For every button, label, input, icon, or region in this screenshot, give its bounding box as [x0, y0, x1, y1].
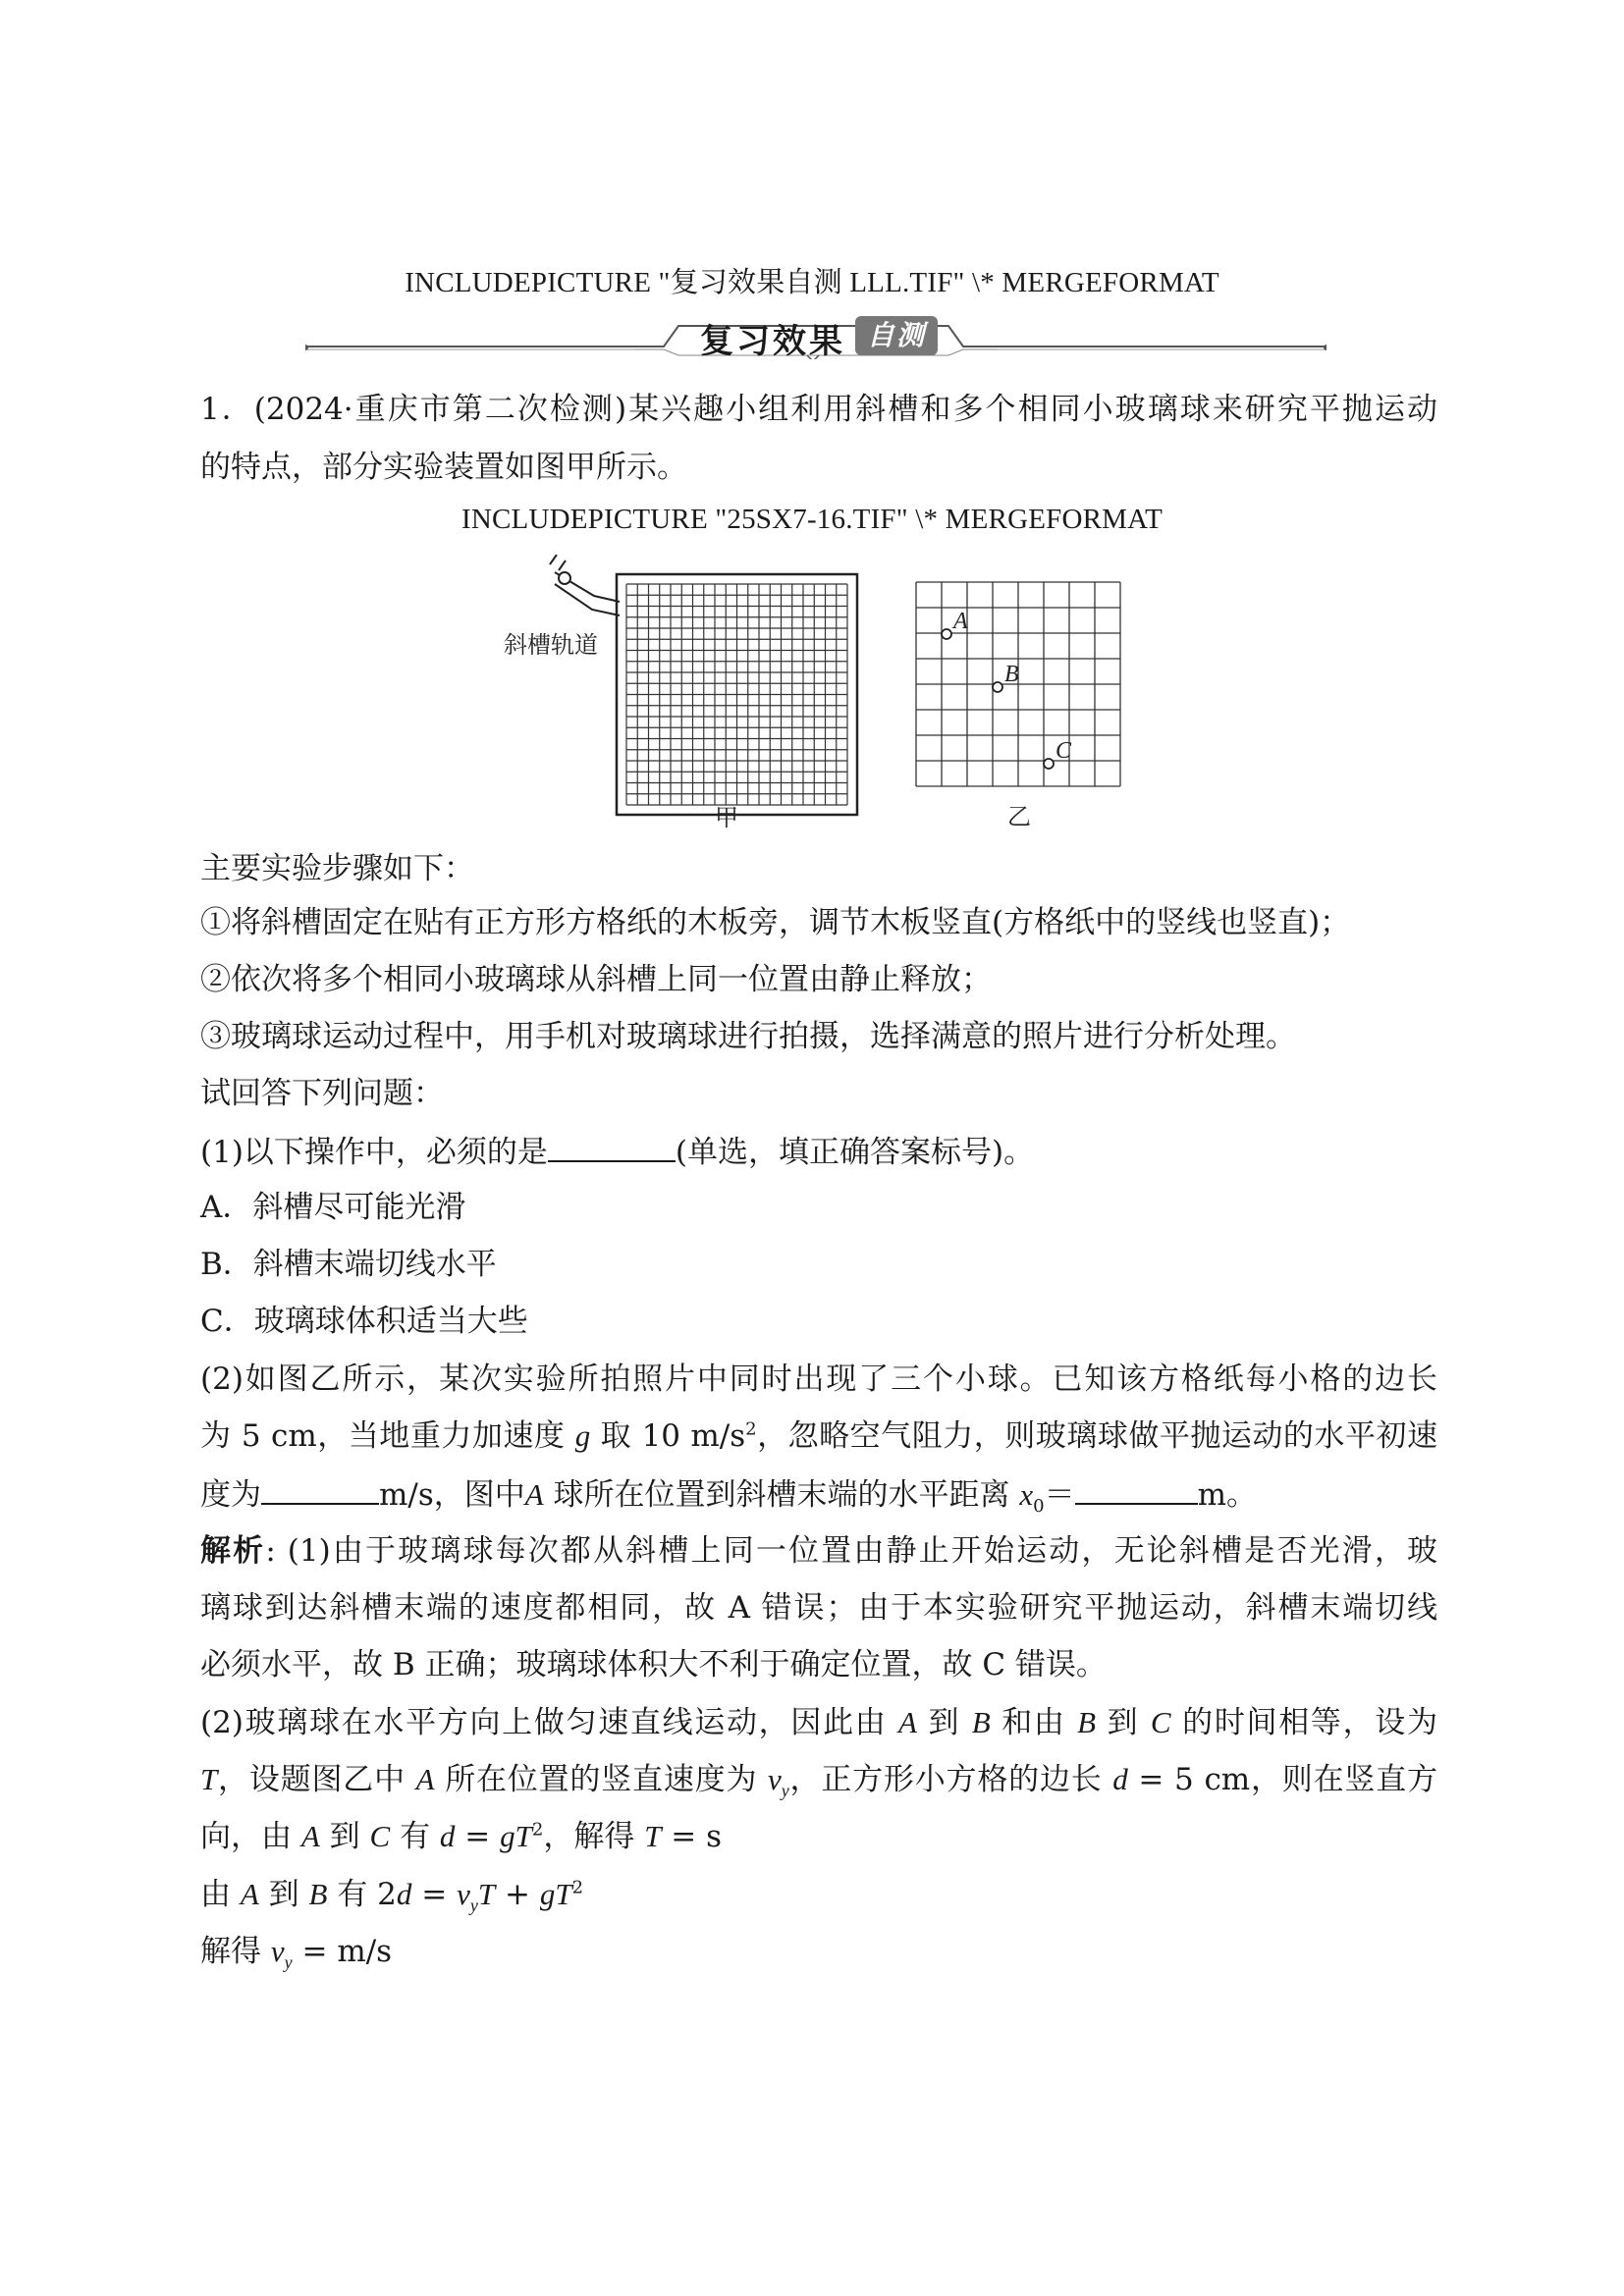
- solution-text: = m/s: [301, 1934, 393, 1969]
- q2-text: ，忽略空气阻力，则玻璃球做平抛运动的水平初速: [756, 1418, 1438, 1454]
- var-y: y: [781, 1781, 789, 1801]
- section-header-banner: [305, 316, 1326, 359]
- option-c: C．玻璃球体积适当大些: [200, 1304, 528, 1339]
- solution-text: = 5 cm，则在竖直方: [1138, 1762, 1438, 1797]
- solution-label: 解析: [200, 1533, 266, 1569]
- step-2: ②依次将多个相同小玻璃球从斜槽上同一位置由静止释放；: [200, 962, 992, 997]
- solution-text: 有 2: [337, 1877, 397, 1912]
- figure-photo-grid: [913, 579, 1139, 829]
- ball-c: [1044, 759, 1054, 769]
- solution-text: =: [464, 1819, 491, 1854]
- var-v: v: [457, 1877, 470, 1911]
- var-d: d: [396, 1877, 412, 1911]
- solution-text: 有: [400, 1819, 431, 1854]
- question-intro: 试回答下列问题：: [200, 1076, 444, 1111]
- solution-line-1: [200, 1531, 1437, 1571]
- q2-text: 取 10 m/s: [600, 1418, 746, 1454]
- var-t: T: [644, 1819, 662, 1853]
- problem-line-1: 1．(2024·重庆市第二次检测)某兴趣小组利用斜槽和多个相同小玻璃球来研究平抛运动: [200, 392, 1437, 427]
- solution-text: 解得: [200, 1934, 261, 1969]
- solution-text: ，正方形小方格的边长: [788, 1762, 1103, 1797]
- label-b: B: [1004, 662, 1019, 687]
- solution-line-2: 璃球到达斜槽末端的速度都相同，故 A 错误；由于本实验研究平抛运动，斜槽末端切线: [200, 1590, 1437, 1626]
- label-c: C: [1056, 738, 1072, 764]
- solution-line-3: 必须水平，故 B 正确；玻璃球体积大不利于确定位置，故 C 错误。: [200, 1647, 1107, 1682]
- q2-text: m/s，图中: [379, 1477, 525, 1513]
- solution-text: ，设题图乙中: [217, 1762, 406, 1797]
- label-a: A: [953, 609, 968, 634]
- solution-text: 所在位置的竖直速度为: [445, 1762, 758, 1797]
- var-y: y: [469, 1896, 478, 1916]
- caption-yi: 乙: [1007, 803, 1031, 830]
- solution-line-6: [200, 1817, 1437, 1856]
- track-label: 斜槽轨道: [504, 631, 598, 659]
- answer-blank-2[interactable]: [261, 1473, 379, 1505]
- ball-b: [993, 682, 1002, 692]
- steps-intro: 主要实验步骤如下：: [200, 851, 474, 886]
- exponent: 2: [571, 1877, 584, 1898]
- var-b: B: [971, 1705, 991, 1739]
- var-b: B: [308, 1877, 328, 1911]
- answer-blank-1[interactable]: [548, 1131, 676, 1162]
- q2-text: 为 5 cm，当地重力加速度: [200, 1418, 566, 1454]
- var-a: A: [898, 1705, 917, 1739]
- var-a: A: [300, 1819, 320, 1853]
- var-v: v: [270, 1934, 285, 1968]
- q2-text: 度为: [200, 1477, 261, 1513]
- ball-a: [942, 629, 951, 639]
- caption-jia: 甲: [715, 804, 738, 831]
- step-3: ③玻璃球运动过程中，用手机对玻璃球进行拍摄，选择满意的照片进行分析处理。: [200, 1019, 1296, 1054]
- var-y: y: [284, 1952, 293, 1973]
- q1-text-a: (1)以下操作中，必须的是: [200, 1135, 548, 1170]
- solution-text: 和由: [1001, 1705, 1066, 1740]
- solution-text: 到: [268, 1877, 299, 1912]
- question-1: [200, 1131, 1437, 1172]
- solution-text: 到: [928, 1705, 961, 1740]
- photo-grid-drawing: [913, 579, 1139, 790]
- solution-text: : (1)由于玻璃球每次都从斜槽上同一位置由静止开始运动，无论斜槽是否光滑，玻: [265, 1533, 1437, 1569]
- q2-exponent: 2: [745, 1418, 757, 1440]
- problem-line-2: 的特点，部分实验装置如图甲所示。: [200, 450, 687, 485]
- var-gt: gT: [500, 1819, 532, 1853]
- q2-point-a: A: [524, 1477, 544, 1512]
- apparatus-drawing: [496, 555, 889, 829]
- var-a: A: [415, 1762, 435, 1796]
- step-1: ①将斜槽固定在贴有正方形方格纸的木板旁，调节木板竖直(方格纸中的竖线也竖直)；: [200, 905, 1351, 940]
- q2-g: g: [574, 1418, 591, 1453]
- q2-subscript: 0: [1033, 1496, 1045, 1518]
- question-2-line-3: [200, 1473, 1437, 1518]
- left-grid: [626, 584, 847, 805]
- solution-line-8: [200, 1932, 1437, 1971]
- var-d: d: [1112, 1762, 1128, 1796]
- var-v: v: [767, 1762, 782, 1796]
- q2-text: 球所在位置到斜槽末端的水平距离: [553, 1477, 1010, 1513]
- var-c: C: [369, 1819, 391, 1853]
- solution-text: 的时间相等，设为: [1182, 1705, 1437, 1740]
- solution-line-7: [200, 1875, 1437, 1914]
- var-t: T: [200, 1762, 218, 1796]
- header-title: 复习效果: [700, 322, 845, 361]
- solution-text: (2)玻璃球在水平方向上做匀速直线运动，因此由: [200, 1705, 888, 1740]
- var-gt: gT: [539, 1877, 572, 1911]
- solution-text: 向，由: [200, 1819, 292, 1854]
- solution-text: 由: [200, 1877, 231, 1912]
- solution-line-4: [200, 1703, 1437, 1742]
- include-header-field: INCLUDEPICTURE "复习效果自测 LLL.TIF" \* MERGEFORMAT: [405, 267, 1219, 298]
- solution-text: ，解得: [543, 1819, 635, 1854]
- header-badge: 自测: [855, 316, 938, 355]
- solution-text: =: [421, 1877, 448, 1912]
- var-b: B: [1077, 1705, 1097, 1739]
- q2-text: m。: [1197, 1477, 1258, 1513]
- solution-text: 到: [329, 1819, 360, 1854]
- option-a: A．斜槽尽可能光滑: [200, 1190, 466, 1225]
- option-b: B．斜槽末端切线水平: [200, 1247, 497, 1282]
- solution-line-5: [200, 1760, 1437, 1799]
- q2-x: x: [1019, 1477, 1034, 1512]
- include-figure-field: INCLUDEPICTURE "25SX7-16.TIF" \* MERGEFORMAT: [460, 504, 1163, 535]
- question-2-line-2: [200, 1416, 1437, 1456]
- solution-text: = s: [671, 1819, 723, 1854]
- answer-blank-3[interactable]: [1075, 1473, 1198, 1505]
- var-d: d: [439, 1819, 456, 1853]
- q1-text-b: (单选，填正确答案标号)。: [675, 1135, 1035, 1170]
- q2-text: ＝: [1044, 1477, 1075, 1513]
- var-c: C: [1150, 1705, 1171, 1739]
- exponent: 2: [531, 1819, 544, 1841]
- solution-text: +: [504, 1877, 530, 1912]
- solution-text: 到: [1107, 1705, 1140, 1740]
- var-a: A: [240, 1877, 259, 1911]
- figure-apparatus: [496, 555, 889, 829]
- var-t: T: [477, 1877, 496, 1911]
- question-2-line-1: (2)如图乙所示，某次实验所拍照片中同时出现了三个小球。已知该方格纸每小格的边长: [200, 1362, 1437, 1397]
